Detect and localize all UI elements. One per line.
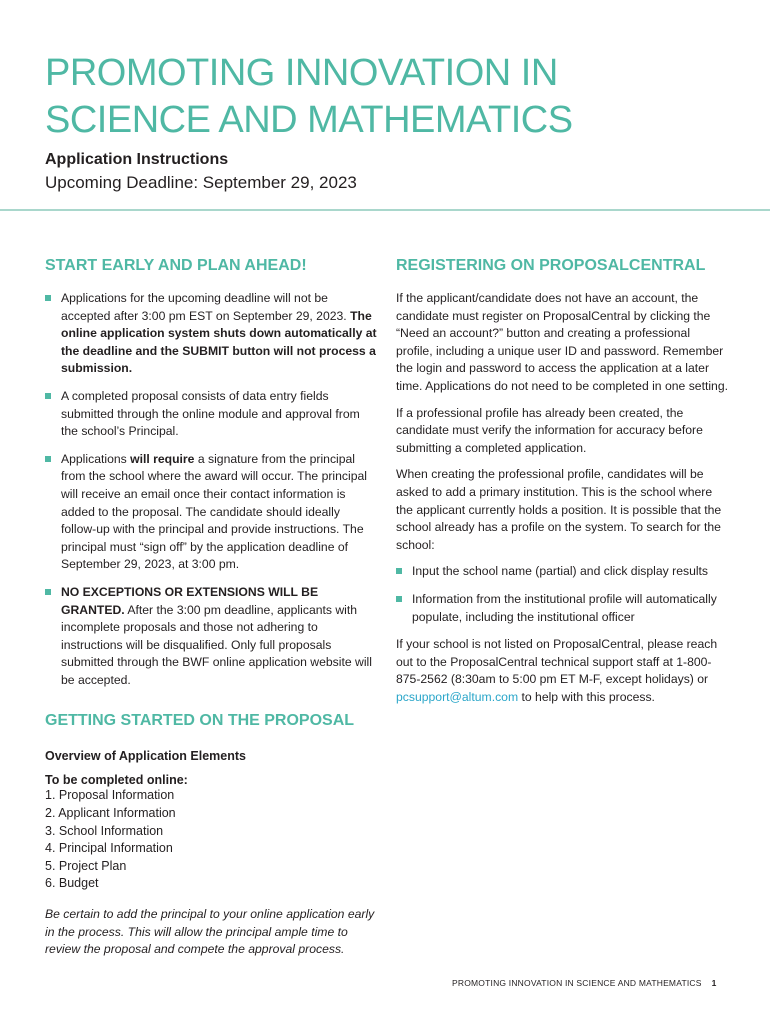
search-steps-list [396, 563, 728, 626]
bullet-text: Applications for the upcoming deadline will not be accepted after 3:00 pm EST on September 29, 2023. [61, 291, 351, 323]
bullet-square-icon [396, 596, 402, 602]
list-item: 6. Budget [45, 876, 99, 891]
bullet-text: A completed proposal consists of data entry fields submitted through the online module and approval from the school’s Principal. [61, 388, 360, 439]
right-column [396, 256, 728, 715]
online-title: To be completed online: [45, 773, 188, 788]
list-item: 3. School Information [45, 823, 164, 838]
bullet-square-icon [45, 589, 51, 595]
bullet-text: a signature from the principal from the school where the award will occur. The principal will receive an email once their contact information is added to the proposal. The candidate should ideally follow-up with the principal and provide instructions. The principal must “sign off” by the application deadline of September 29, 2023, at 3:00 pm. [61, 451, 367, 572]
deadline-text: Upcoming Deadline: September 29, 2023 [45, 173, 357, 192]
list-item [45, 388, 377, 441]
paragraph-text: to help with this process. [518, 689, 655, 704]
section-heading-registering: REGISTERING ON PROPOSALCENTRAL [396, 257, 706, 274]
header-divider [0, 209, 770, 211]
bullet-square-icon [45, 456, 51, 462]
bullet-bold-text: NO EXCEPTIONS OR EXTENSIONS WILL BE GRANTED. [61, 584, 319, 617]
footer-text: PROMOTING INNOVATION IN SCIENCE AND MATHEMATICS [452, 978, 702, 988]
bullet-text: After the 3:00 pm deadline, applicants with incomplete proposals and those not adhering to instructions will be disqualified. Only full proposals submitted through the BWF online application website will be accepted. [61, 602, 372, 687]
section-heading-start-early: START EARLY AND PLAN AHEAD! [45, 257, 307, 274]
support-paragraph [396, 636, 728, 706]
section-heading-getting-started: GETTING STARTED ON THE PROPOSAL [45, 712, 355, 730]
bullet-bold-text: will require [130, 451, 195, 466]
bullet-square-icon [45, 393, 51, 399]
principal-note: Be certain to add the principal to your online application early in the process. This will allow the principal ample time to review the proposal and compete the approval process. [45, 907, 375, 957]
page-footer [452, 978, 717, 988]
title-line-1: PROMOTING INNOVATION IN [45, 52, 558, 94]
paragraph: When creating the professional profile, candidates will be asked to add a primary institution. This is the school where the applicant currently holds a position. It is possible that the school already has a profile on the system. To search for the school: [396, 467, 722, 552]
bullet-text: Information from the institutional profile will automatically populate, including the institutional officer [412, 591, 717, 624]
paragraph: If a professional profile has already been created, the candidate must verify the information for accuracy before submitting a completed application. [396, 405, 703, 455]
paragraph-text: If your school is not listed on ProposalCentral, please reach out to the ProposalCentral technical support staff at 1-800-875-2562 (8:30am to 5:00 pm ET M-F, except holidays) or [396, 637, 718, 687]
list-item: 5. Project Plan [45, 858, 127, 873]
overview-title: Overview of Application Elements [45, 749, 246, 764]
list-item [45, 584, 377, 690]
support-email-link[interactable]: pcsupport@altum.com [396, 689, 519, 704]
list-item [396, 563, 728, 581]
list-item [45, 451, 377, 574]
document-title [45, 50, 745, 144]
list-item [45, 290, 377, 378]
title-line-2: SCIENCE AND MATHEMATICS [45, 99, 573, 141]
list-item: 4. Principal Information [45, 841, 173, 856]
start-early-list [45, 290, 377, 689]
page-number: 1 [711, 978, 717, 988]
list-item [396, 591, 728, 626]
left-column [45, 256, 377, 959]
bullet-bold-text: The online application system shuts down automatically at the deadline and the SUBMIT button will not process a submission. [61, 308, 377, 376]
bullet-text: Input the school name (partial) and click display results [412, 564, 709, 579]
list-item: 2. Applicant Information [45, 806, 176, 821]
bullet-square-icon [45, 295, 51, 301]
subtitle: Application Instructions [45, 151, 229, 168]
bullet-text: Applications [61, 451, 131, 466]
bullet-square-icon [396, 568, 402, 574]
list-item: 1. Proposal Information [45, 788, 175, 803]
paragraph: If the applicant/candidate does not have an account, the candidate must register on ProposalCentral by clicking the “Need an account?” button and creating a professional profile, including a unique user ID and password. Remember the login and password to access the application at a later time. Applications do not need to be completed in one setting. [396, 291, 728, 393]
application-elements-list [45, 787, 377, 893]
